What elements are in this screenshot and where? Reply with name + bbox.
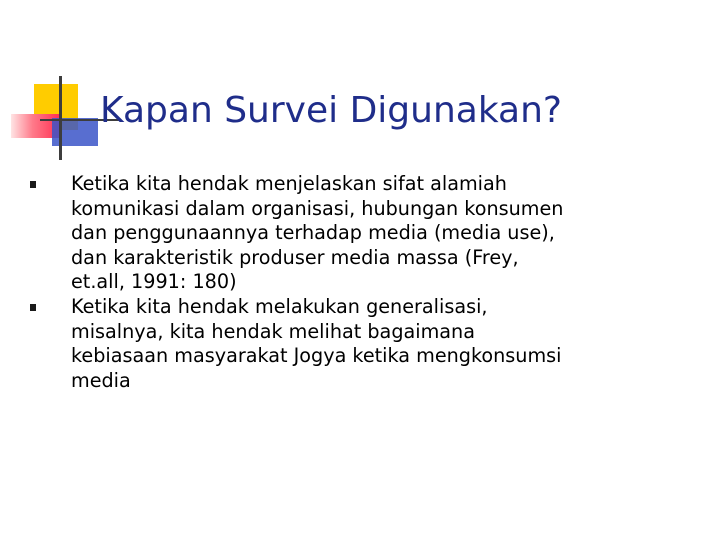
square-bullet-icon (30, 304, 36, 311)
bullet-item (30, 172, 630, 295)
bullet-text: Ketika kita hendak menjelaskan sifat alamiah komunikasi dalam organisasi, hubungan konsumen dan penggunaannya terhadap media (media use), dan karakteristik produser media massa (Frey, et.all, 1991: 180) (71, 172, 564, 294)
square-bullet-icon (30, 181, 36, 188)
bullet-text: Ketika kita hendak melakukan generalisasi, misalnya, kita hendak melihat bagaimana kebiasaan masyarakat Jogya ketika mengkonsumsi media (71, 294, 562, 392)
title-decoration (0, 0, 120, 170)
vertical-line-decoration (59, 76, 62, 160)
bullet-item (30, 295, 630, 393)
slide-title: Kapan Survei Digunakan? (100, 90, 563, 131)
bullet-list (30, 172, 630, 393)
